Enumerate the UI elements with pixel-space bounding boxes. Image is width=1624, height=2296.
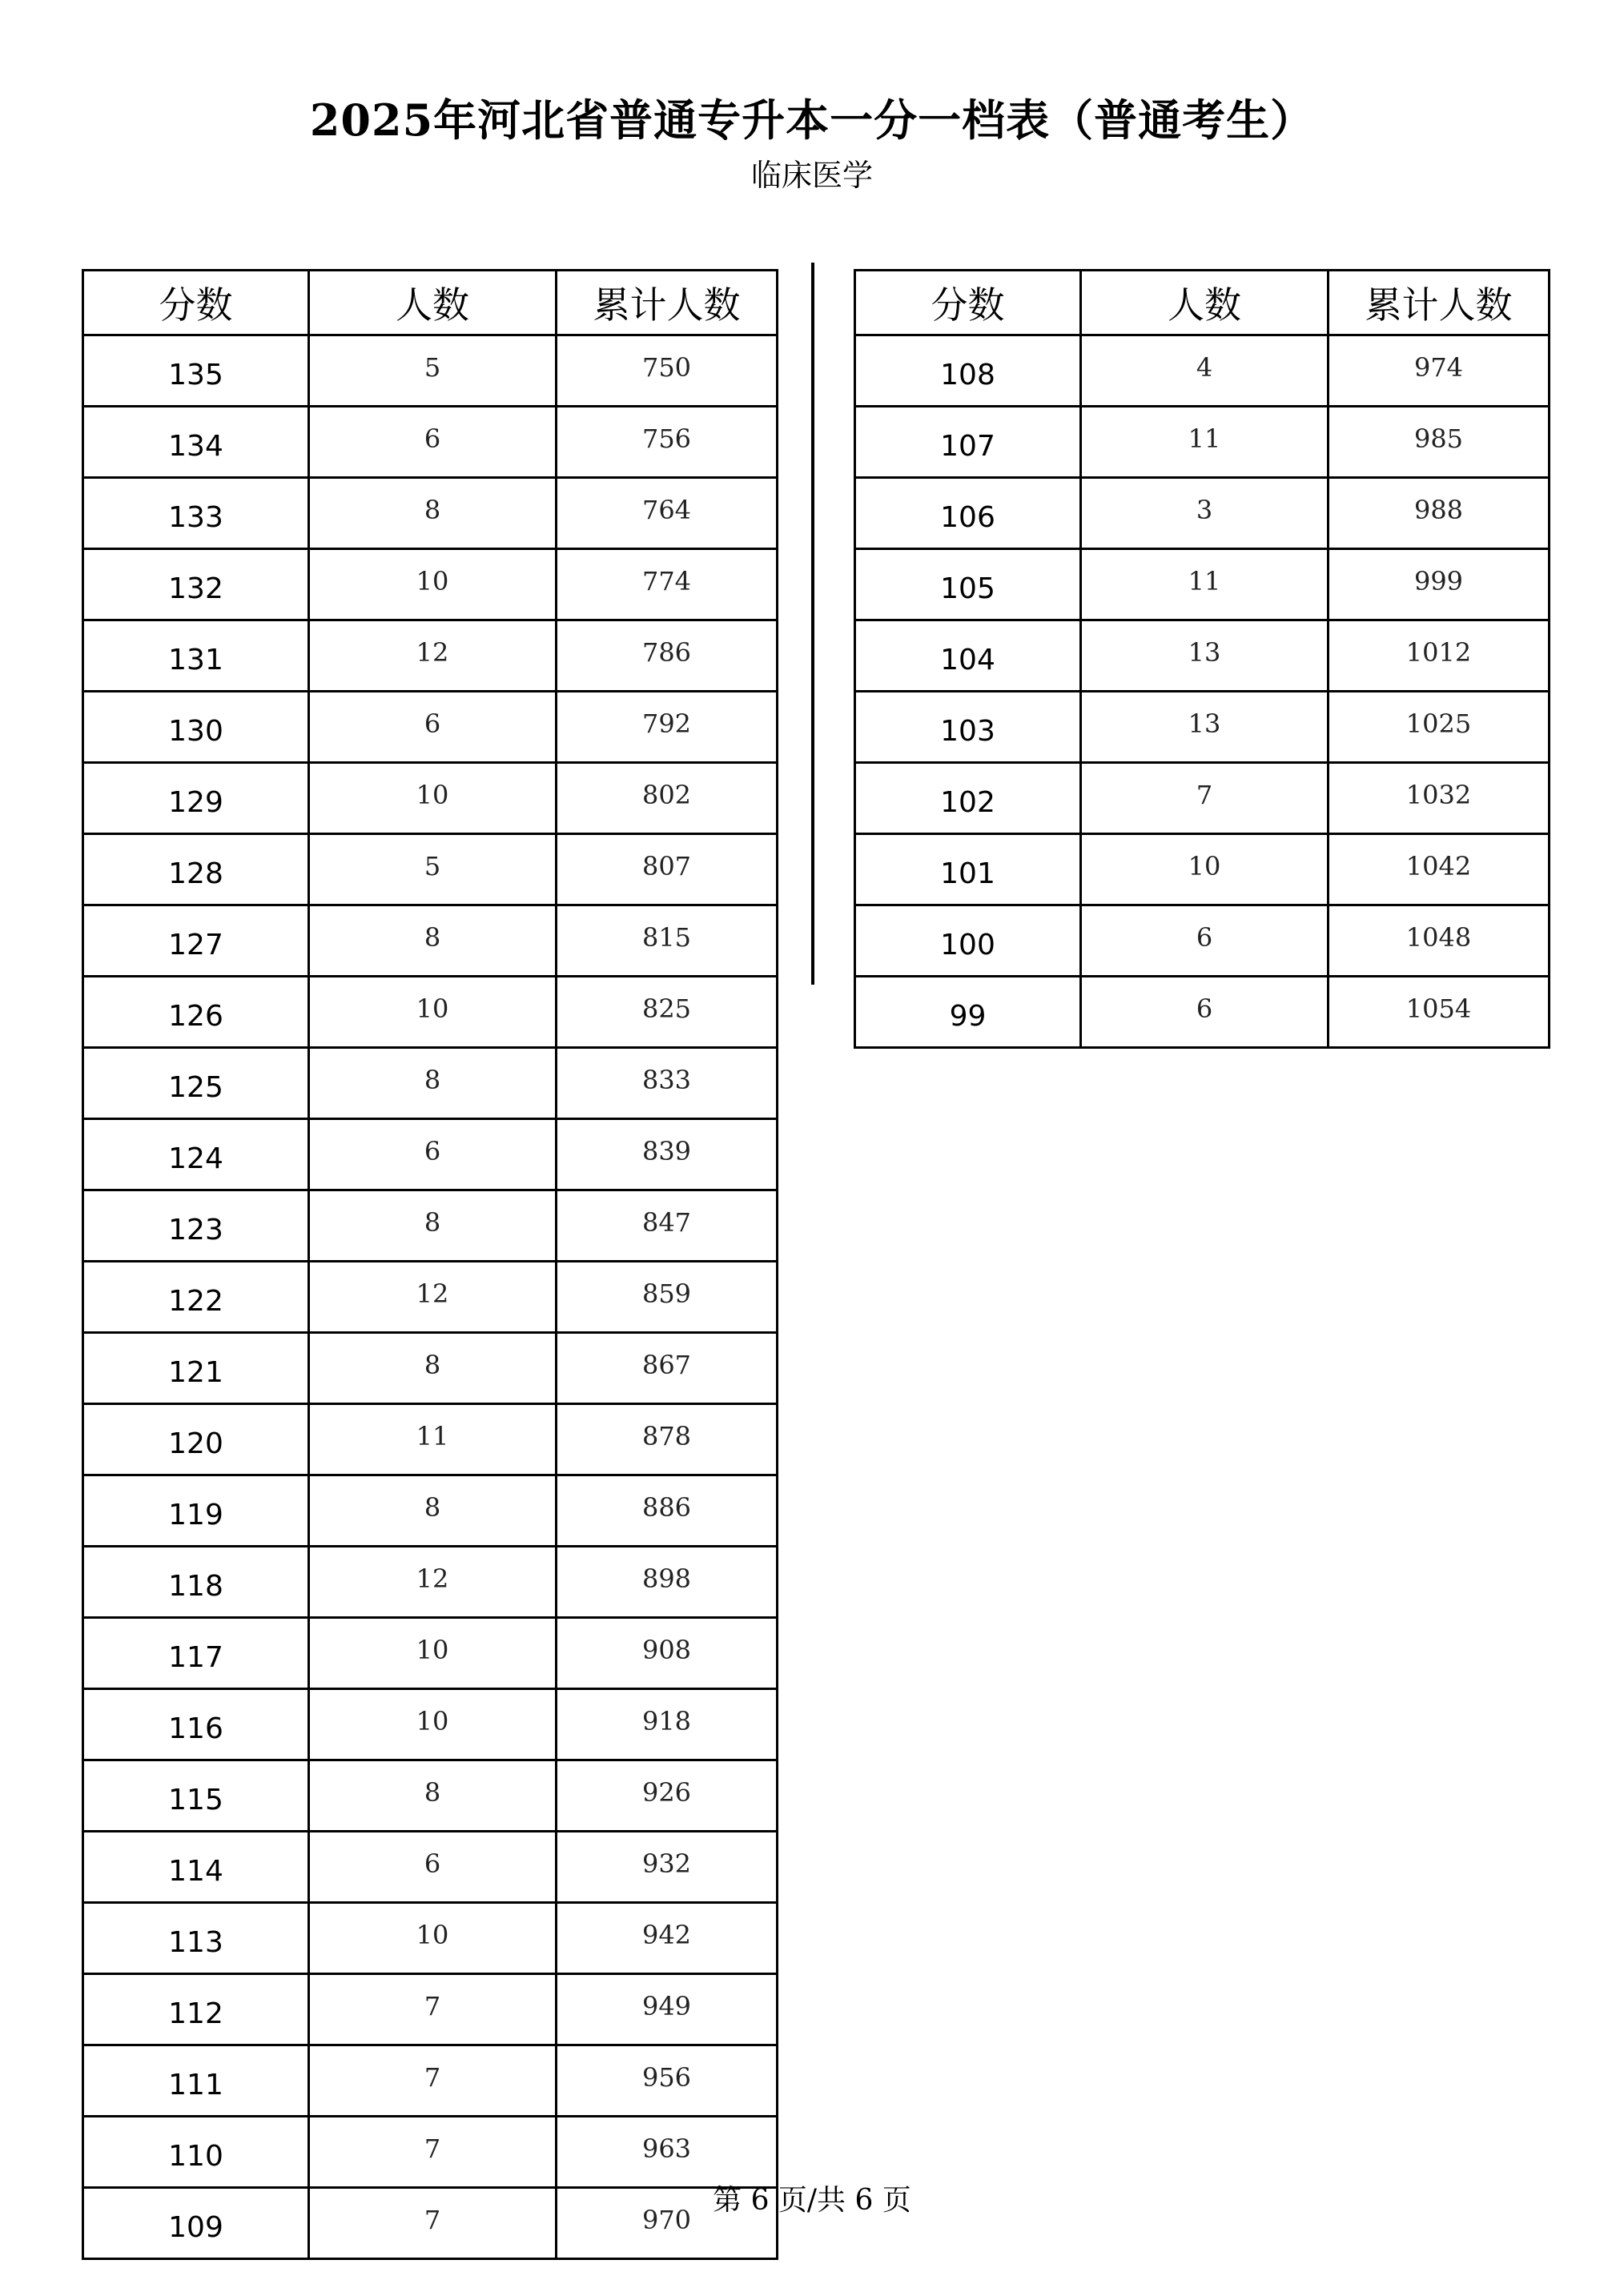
cumulative-cell: 839 (557, 1119, 778, 1190)
table-row (83, 1404, 778, 1475)
score-cell: 101 (855, 834, 1081, 905)
count-cell: 13 (1081, 620, 1329, 692)
cumulative-cell: 764 (557, 478, 778, 549)
table-row (83, 1333, 778, 1404)
count-cell: 7 (309, 1974, 557, 2045)
count-cell: 11 (1081, 407, 1329, 478)
count-cell: 10 (309, 1618, 557, 1689)
cumulative-cell: 949 (557, 1974, 778, 2045)
score-cell: 114 (83, 1832, 309, 1903)
table-row (83, 549, 778, 620)
score-cell: 127 (83, 905, 309, 977)
table-row (83, 977, 778, 1048)
count-cell: 8 (309, 905, 557, 977)
score-cell: 117 (83, 1618, 309, 1689)
score-cell: 125 (83, 1048, 309, 1119)
table-row (83, 1119, 778, 1190)
table-row (83, 1832, 778, 1903)
cumulative-cell: 970 (557, 2188, 778, 2259)
table-row (83, 692, 778, 763)
count-cell: 12 (309, 1547, 557, 1618)
cumulative-cell: 750 (557, 335, 778, 407)
count-cell: 7 (309, 2045, 557, 2117)
cumulative-cell: 878 (557, 1404, 778, 1475)
table-row (855, 407, 1550, 478)
cumulative-cell: 1054 (1329, 977, 1550, 1048)
score-cell: 100 (855, 905, 1081, 977)
cumulative-cell: 1025 (1329, 692, 1550, 763)
count-cell: 10 (1081, 834, 1329, 905)
score-cell: 135 (83, 335, 309, 407)
table-row (83, 2045, 778, 2117)
table-row (855, 478, 1550, 549)
table-row (83, 1190, 778, 1262)
count-cell: 8 (309, 1190, 557, 1262)
table-row (83, 1547, 778, 1618)
table-row (83, 1262, 778, 1333)
cumulative-cell: 999 (1329, 549, 1550, 620)
cumulative-cell: 898 (557, 1547, 778, 1618)
table-row (855, 335, 1550, 407)
count-cell: 7 (309, 2188, 557, 2259)
cumulative-cell: 815 (557, 905, 778, 977)
score-cell: 128 (83, 834, 309, 905)
cumulative-cell: 825 (557, 977, 778, 1048)
table-row (855, 620, 1550, 692)
table-row (83, 1475, 778, 1547)
header-score: 分数 (83, 271, 309, 335)
score-cell: 112 (83, 1974, 309, 2045)
count-cell: 7 (1081, 763, 1329, 834)
table-row (83, 1689, 778, 1760)
cumulative-cell: 774 (557, 549, 778, 620)
score-cell: 120 (83, 1404, 309, 1475)
score-cell: 102 (855, 763, 1081, 834)
cumulative-cell: 1032 (1329, 763, 1550, 834)
count-cell: 10 (309, 549, 557, 620)
score-cell: 110 (83, 2117, 309, 2188)
header-count: 人数 (1081, 271, 1329, 335)
score-cell: 104 (855, 620, 1081, 692)
score-cell: 109 (83, 2188, 309, 2259)
score-cell: 99 (855, 977, 1081, 1048)
cumulative-cell: 859 (557, 1262, 778, 1333)
count-cell: 6 (309, 1119, 557, 1190)
cumulative-cell: 932 (557, 1832, 778, 1903)
cumulative-cell: 807 (557, 834, 778, 905)
cumulative-cell: 988 (1329, 478, 1550, 549)
count-cell: 12 (309, 1262, 557, 1333)
count-cell: 10 (309, 977, 557, 1048)
cumulative-cell: 792 (557, 692, 778, 763)
count-cell: 12 (309, 620, 557, 692)
count-cell: 13 (1081, 692, 1329, 763)
score-cell: 103 (855, 692, 1081, 763)
count-cell: 5 (309, 335, 557, 407)
page-footer: 第 6 页/共 6 页 (713, 2184, 911, 2217)
header-cumulative: 累计人数 (1329, 271, 1550, 335)
cumulative-cell: 756 (557, 407, 778, 478)
score-cell: 124 (83, 1119, 309, 1190)
table-row (83, 1760, 778, 1832)
table-row (83, 407, 778, 478)
table-row (855, 905, 1550, 977)
cumulative-cell: 847 (557, 1190, 778, 1262)
count-cell: 6 (309, 692, 557, 763)
count-cell: 6 (1081, 905, 1329, 977)
table-row (855, 549, 1550, 620)
table-row (83, 620, 778, 692)
score-cell: 134 (83, 407, 309, 478)
score-cell: 133 (83, 478, 309, 549)
page-title: 2025年河北省普通专升本一分一档表（普通考生） (309, 94, 1315, 146)
table-row (83, 478, 778, 549)
cumulative-cell: 985 (1329, 407, 1550, 478)
score-cell: 106 (855, 478, 1081, 549)
table-row (83, 335, 778, 407)
cumulative-cell: 942 (557, 1903, 778, 1974)
score-table-right (854, 269, 1550, 1049)
count-cell: 10 (309, 1689, 557, 1760)
score-cell: 129 (83, 763, 309, 834)
count-cell: 8 (309, 1475, 557, 1547)
cumulative-cell: 963 (557, 2117, 778, 2188)
score-cell: 121 (83, 1333, 309, 1404)
cumulative-cell: 918 (557, 1689, 778, 1760)
count-cell: 3 (1081, 478, 1329, 549)
score-cell: 115 (83, 1760, 309, 1832)
count-cell: 10 (309, 1903, 557, 1974)
table-row (83, 1048, 778, 1119)
count-cell: 6 (309, 407, 557, 478)
table-row (83, 763, 778, 834)
score-cell: 119 (83, 1475, 309, 1547)
score-cell: 108 (855, 335, 1081, 407)
score-cell: 131 (83, 620, 309, 692)
cumulative-cell: 1042 (1329, 834, 1550, 905)
count-cell: 5 (309, 834, 557, 905)
score-cell: 111 (83, 2045, 309, 2117)
table-row (855, 763, 1550, 834)
table-body-right (855, 335, 1550, 1048)
count-cell: 8 (309, 478, 557, 549)
cumulative-cell: 786 (557, 620, 778, 692)
table-row (83, 1974, 778, 2045)
cumulative-cell: 926 (557, 1760, 778, 1832)
count-cell: 10 (309, 763, 557, 834)
table-row (83, 1618, 778, 1689)
page-subtitle: 临床医学 (750, 158, 873, 193)
table-body-left (83, 335, 778, 2259)
score-cell: 113 (83, 1903, 309, 1974)
table-row (83, 1903, 778, 1974)
count-cell: 4 (1081, 335, 1329, 407)
count-cell: 8 (309, 1048, 557, 1119)
score-cell: 130 (83, 692, 309, 763)
score-cell: 105 (855, 549, 1081, 620)
cumulative-cell: 886 (557, 1475, 778, 1547)
cumulative-cell: 1012 (1329, 620, 1550, 692)
count-cell: 8 (309, 1333, 557, 1404)
score-cell: 126 (83, 977, 309, 1048)
table-header-row (855, 271, 1550, 335)
table-row (855, 977, 1550, 1048)
count-cell: 11 (309, 1404, 557, 1475)
table-row (855, 692, 1550, 763)
count-cell: 8 (309, 1760, 557, 1832)
count-cell: 6 (309, 1832, 557, 1903)
count-cell: 7 (309, 2117, 557, 2188)
score-cell: 107 (855, 407, 1081, 478)
score-cell: 118 (83, 1547, 309, 1618)
cumulative-cell: 802 (557, 763, 778, 834)
score-cell: 116 (83, 1689, 309, 1760)
score-cell: 132 (83, 549, 309, 620)
cumulative-cell: 974 (1329, 335, 1550, 407)
score-table-left (82, 269, 778, 2260)
header-cumulative: 累计人数 (557, 271, 778, 335)
header-count: 人数 (309, 271, 557, 335)
header-score: 分数 (855, 271, 1081, 335)
score-cell: 123 (83, 1190, 309, 1262)
table-row (83, 834, 778, 905)
column-divider (811, 263, 814, 985)
cumulative-cell: 833 (557, 1048, 778, 1119)
cumulative-cell: 867 (557, 1333, 778, 1404)
table-row (855, 834, 1550, 905)
cumulative-cell: 956 (557, 2045, 778, 2117)
table-row (83, 905, 778, 977)
cumulative-cell: 1048 (1329, 905, 1550, 977)
count-cell: 6 (1081, 977, 1329, 1048)
cumulative-cell: 908 (557, 1618, 778, 1689)
count-cell: 11 (1081, 549, 1329, 620)
score-cell: 122 (83, 1262, 309, 1333)
table-header-row (83, 271, 778, 335)
